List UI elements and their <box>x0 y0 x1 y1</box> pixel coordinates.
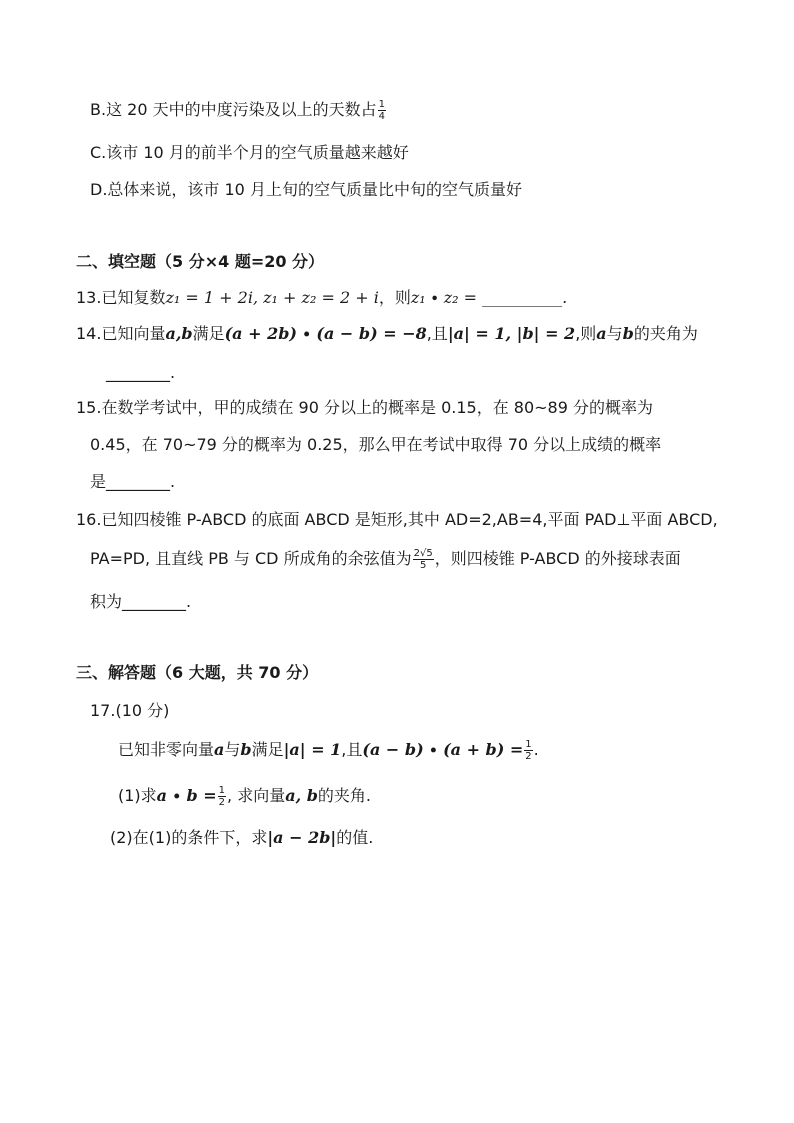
question-16-line-3: 积为________. <box>90 592 192 611</box>
question-17-part-1 <box>118 785 371 808</box>
half-fraction <box>524 739 532 762</box>
section-answer-heading: 三、解答题（6 大题，共 70 分） <box>76 663 319 682</box>
math-expression: (a − b) ∙ (a + b) = <box>362 740 524 759</box>
question-text: ,则 <box>575 324 597 343</box>
question-15-line-2: 0.45，在 70~79 分的概率为 0.25，那么甲在考试中取得 70 分以上成绩的概率 <box>90 435 662 454</box>
question-text: 的夹角为 <box>633 324 698 343</box>
question-17-part-2 <box>110 827 373 849</box>
fraction-denominator: 2 <box>218 797 226 808</box>
question-number: 13. <box>76 288 102 307</box>
question-text: 与 <box>606 324 623 343</box>
question-text: PA=PD, 且直线 PB 与 CD 所成角的余弦值为 <box>90 549 412 568</box>
question-13 <box>76 287 567 309</box>
math-expression: z₁ = 1 + 2i, z₁ + z₂ = 2 + i <box>165 288 379 307</box>
fraction-denominator: 5 <box>419 560 427 571</box>
fraction-denominator: 2 <box>525 751 532 762</box>
question-text: ，则四棱锥 P-ABCD 的外接球表面 <box>434 549 681 568</box>
question-17-header: 17.(10 分) <box>90 701 170 720</box>
option-c: C.该市 10 月的前半个月的空气质量越来越好 <box>90 143 409 162</box>
question-text: ,且 <box>426 324 448 343</box>
math-vector: a <box>596 324 607 343</box>
question-number: 14. <box>76 324 102 343</box>
option-b-fraction <box>378 99 386 122</box>
question-text: (2)在(1)的条件下，求 <box>110 828 268 847</box>
half-fraction <box>218 785 226 808</box>
answer-blank: z₁ ∙ z₂ = __________. <box>410 288 568 307</box>
section-fill-in-heading: 二、填空题（5 分×4 题=20 分） <box>76 252 325 271</box>
question-text: 已知复数 <box>101 288 166 307</box>
question-text: 与 <box>224 740 241 759</box>
math-expression: a ∙ b = <box>156 786 217 805</box>
option-d: D.总体来说，该市 10 月上旬的空气质量比中旬的空气质量好 <box>90 180 522 199</box>
math-vector: a <box>214 740 225 759</box>
question-text: ，则 <box>378 288 411 307</box>
math-expression: (a + 2b) ∙ (a − b) = −8 <box>224 324 427 343</box>
question-text: 的值. <box>336 828 374 847</box>
fraction-numerator: 1 <box>525 739 532 750</box>
option-b-text: B.这 20 天中的中度污染及以上的天数占 <box>90 100 377 119</box>
question-text: 满足 <box>192 324 225 343</box>
question-text: 已知向量 <box>101 324 166 343</box>
math-vectors: a,b <box>165 324 193 343</box>
fraction-numerator: 1 <box>218 785 226 796</box>
option-b <box>90 99 387 122</box>
math-vectors: a, b <box>285 786 318 805</box>
fraction-denominator: 4 <box>378 111 385 122</box>
fraction-numerator: 1 <box>378 99 385 110</box>
fraction-numerator: 2√5 <box>413 548 433 559</box>
math-expression: |a − 2b| <box>267 828 337 847</box>
math-vector: b <box>622 324 634 343</box>
question-14 <box>76 323 698 345</box>
question-text: , 求向量 <box>227 786 286 805</box>
question-text: 满足 <box>251 740 284 759</box>
question-15-line-3: 是________. <box>90 472 176 491</box>
question-17-stem: 已知非零向量a与b满足|a| = 1,且(a − b) ∙ (a + b) = $\frac{1}{2}$ . <box>118 739 539 762</box>
math-expression: |a| = 1, |b| = 2 <box>447 324 576 343</box>
question-16-line-2 <box>90 548 681 571</box>
math-expression: |a| = 1 <box>283 740 342 759</box>
question-text: (1)求 <box>118 786 157 805</box>
question-15-line-1: 15.在数学考试中，甲的成绩在 90 分以上的概率是 0.15，在 80~89 分的概率为 <box>76 398 653 417</box>
question-text: ,且 <box>341 740 363 759</box>
question-14-blank: ________. <box>106 363 176 382</box>
question-text: 已知非零向量 <box>118 740 215 759</box>
question-text: 的夹角. <box>317 786 371 805</box>
question-16-line-1: 16.已知四棱锥 P-ABCD 的底面 ABCD 是矩形,其中 AD=2,AB=4,平面 PAD⊥平面 ABCD, <box>76 510 718 529</box>
math-vector: b <box>240 740 252 759</box>
cosine-fraction <box>413 548 434 571</box>
